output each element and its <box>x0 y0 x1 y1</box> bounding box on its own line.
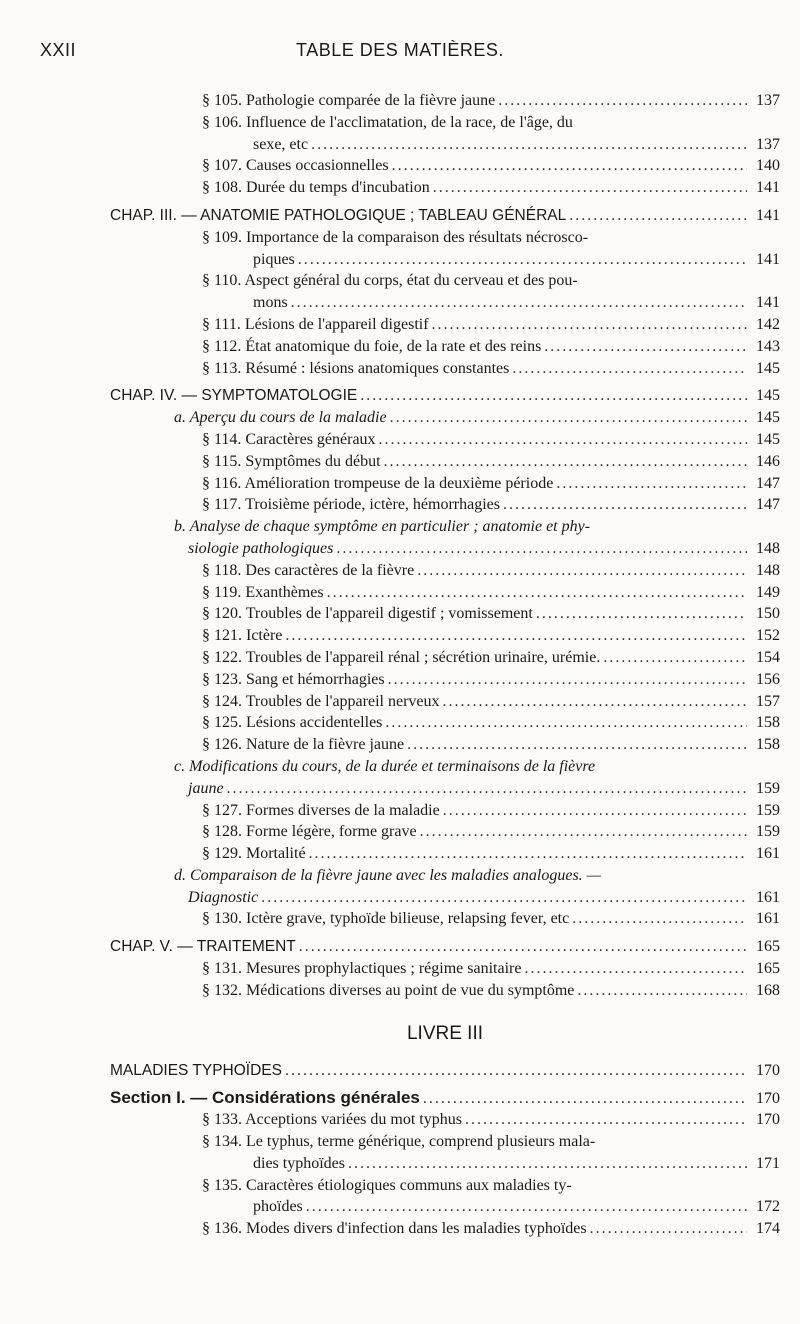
toc-entry-title: § 115. Symptômes du début <box>202 452 381 470</box>
toc-entry-title: § 135. Caractères étiologiques communs aux maladies ty- <box>202 1176 572 1194</box>
toc-entry <box>110 1196 780 1218</box>
toc-entry <box>110 1087 780 1109</box>
dot-leader <box>465 1109 747 1131</box>
toc-entry <box>110 887 780 909</box>
toc-entry-title: § 105. Pathologie comparée de la fièvre jaune <box>202 92 496 109</box>
toc-entry-title: phoïdes <box>253 1198 303 1216</box>
toc-page-number: 148 <box>756 561 780 579</box>
toc-page-number: 172 <box>756 1198 780 1216</box>
toc-entry <box>110 669 780 691</box>
toc-entry <box>110 451 780 473</box>
toc-entry-title: § 130. Ictère grave, typhoïde bilieuse, relapsing fever, etc <box>202 910 570 928</box>
dot-leader <box>577 980 747 1002</box>
toc-entry <box>110 603 780 625</box>
toc-page-number: 161 <box>756 888 780 906</box>
dot-leader <box>388 669 747 691</box>
toc-entry-title: § 120. Troubles de l'appareil digestif ; vomissement <box>202 605 533 623</box>
toc-entry-title: § 128. Forme légère, forme grave <box>202 823 417 841</box>
toc-entry-title: § 118. Des caractères de la fièvre <box>202 561 415 579</box>
toc-entry-title: § 129. Mortalité <box>202 845 306 863</box>
toc-entry <box>110 249 780 271</box>
running-title: TABLE DES MATIÈRES. <box>296 40 504 60</box>
dot-leader <box>443 691 747 713</box>
toc-entry-title: § 123. Sang et hémorrhagies <box>202 670 385 688</box>
dot-leader <box>536 603 747 625</box>
toc-entry <box>110 155 780 177</box>
toc-entry-title: § 113. Résumé : lésions anatomiques constantes <box>202 359 510 377</box>
toc-entry <box>110 134 780 156</box>
toc-entry <box>110 865 780 887</box>
toc-entry-title: § 117. Troisième période, ictère, hémorrhagies <box>202 496 500 514</box>
toc-page-number: 159 <box>756 823 780 841</box>
toc-entry <box>110 734 780 756</box>
toc-page-number: 156 <box>756 670 780 688</box>
toc-entry-title: sexe, etc <box>253 135 309 153</box>
toc-entry-title: § 107. Causes occasionnelles <box>202 157 389 175</box>
toc-entry <box>110 90 780 112</box>
toc-entry <box>110 516 780 538</box>
toc-page-number: 146 <box>756 452 780 470</box>
toc-page-number: 168 <box>756 981 780 999</box>
toc-page-number: 171 <box>756 1154 780 1172</box>
toc-page-number: 147 <box>756 496 780 514</box>
dot-leader <box>432 314 747 336</box>
toc-page-number: 157 <box>756 692 780 710</box>
toc-entry-title: § 119. Exanthèmes <box>202 583 324 601</box>
toc-page-number: 141 <box>756 179 780 197</box>
toc-page-number: 152 <box>756 627 780 645</box>
toc-page-number: 145 <box>756 387 780 405</box>
toc-page-number: 141 <box>756 250 780 268</box>
toc-page-number: 140 <box>756 157 780 175</box>
toc-entry-title: § 111. Lésions de l'appareil digestif <box>202 315 429 333</box>
table-of-contents <box>110 90 780 1240</box>
toc-entry <box>110 205 780 227</box>
toc-entry <box>110 177 780 199</box>
toc-page-number: 150 <box>756 605 780 623</box>
toc-entry <box>110 800 780 822</box>
toc-page-number: 165 <box>756 938 780 956</box>
dot-leader <box>360 385 747 407</box>
toc-entry-title: MALADIES TYPHOÏDES <box>110 1061 282 1079</box>
toc-entry <box>110 270 780 292</box>
toc-page-number: 141 <box>756 294 780 312</box>
dot-leader <box>309 843 747 865</box>
toc-entry <box>110 473 780 495</box>
toc-entry-title: c. Modifications du cours, de la durée et terminaisons de la fièvre <box>174 757 596 775</box>
toc-entry-title: mons <box>253 294 288 312</box>
dot-leader <box>327 582 747 604</box>
toc-entry-title: a. Aperçu du cours de la maladie <box>174 409 387 427</box>
dot-leader <box>306 1196 747 1218</box>
dot-leader <box>298 249 747 271</box>
toc-entry <box>110 292 780 314</box>
dot-leader <box>384 451 747 473</box>
toc-entry <box>110 778 780 800</box>
toc-page-number: 145 <box>756 409 780 427</box>
toc-entry <box>110 1175 780 1197</box>
dot-leader <box>503 494 747 516</box>
toc-page-number: 159 <box>756 779 780 797</box>
dot-leader <box>285 625 747 647</box>
dot-leader <box>261 887 747 909</box>
toc-entry <box>110 358 780 380</box>
toc-entry <box>110 336 780 358</box>
toc-entry-title: § 114. Caractères généraux <box>202 430 376 448</box>
dot-leader <box>498 90 747 112</box>
toc-page-number: 158 <box>756 714 780 732</box>
toc-entry <box>110 958 780 980</box>
toc-page-number: 161 <box>756 910 780 928</box>
toc-page-number: 143 <box>756 337 780 355</box>
toc-page-number: 148 <box>756 539 780 557</box>
toc-page-number: 137 <box>756 92 780 109</box>
toc-entry <box>110 560 780 582</box>
toc-entry-title: piques <box>253 250 295 268</box>
toc-entry-title: § 106. Influence de l'acclimatation, de la race, de l'âge, du <box>202 113 573 131</box>
toc-entry <box>110 936 780 958</box>
running-head <box>40 40 760 70</box>
toc-entry-title: § 126. Nature de la fièvre jaune <box>202 736 405 754</box>
toc-entry-title: § 131. Mesures prophylactiques ; régime sanitaire <box>202 960 522 978</box>
toc-entry <box>110 314 780 336</box>
dot-leader <box>336 538 747 560</box>
dot-leader <box>299 936 747 958</box>
toc-entry-title: § 112. État anatomique du foie, de la rate et des reins <box>202 337 542 355</box>
toc-entry-title: CHAP. V. — TRAITEMENT <box>110 938 296 956</box>
toc-entry <box>110 1131 780 1153</box>
toc-page-number: 145 <box>756 359 780 377</box>
toc-page-number: 147 <box>756 474 780 492</box>
dot-leader <box>311 134 747 156</box>
toc-page-number: 170 <box>756 1111 780 1129</box>
toc-entry-title: Diagnostic <box>188 888 259 906</box>
toc-page-number: 165 <box>756 960 780 978</box>
toc-entry <box>110 756 780 778</box>
toc-page-number: 142 <box>756 315 780 333</box>
toc-entry-title: jaune <box>188 779 224 797</box>
toc-entry <box>110 843 780 865</box>
toc-entry <box>110 908 780 930</box>
toc-page-number: 149 <box>756 583 780 601</box>
dot-leader <box>556 473 747 495</box>
toc-page-number: 145 <box>756 430 780 448</box>
toc-entry-title: CHAP. III. — ANATOMIE PATHOLOGIQUE ; TABLEAU GÉNÉRAL <box>110 206 567 224</box>
toc-entry <box>110 582 780 604</box>
dot-leader <box>291 292 747 314</box>
dot-leader <box>603 647 747 669</box>
dot-leader <box>572 908 747 930</box>
toc-entry <box>110 1060 780 1082</box>
book-title: LIVRE III <box>406 1022 484 1044</box>
toc-entry <box>110 625 780 647</box>
toc-entry-title: CHAP. IV. — SYMPTOMATOLOGIE <box>110 387 358 405</box>
toc-entry-title: § 122. Troubles de l'appareil rénal ; sécrétion urinaire, urémie. <box>202 648 601 666</box>
toc-entry <box>110 538 780 560</box>
toc-entry <box>110 1218 780 1240</box>
toc-entry-title: § 134. Le typhus, terme générique, comprend plusieurs mala- <box>202 1133 596 1151</box>
dot-leader <box>524 958 747 980</box>
toc-page-number: 154 <box>756 648 780 666</box>
toc-page-number: 158 <box>756 736 780 754</box>
toc-entry-title: dies typhoïdes <box>253 1154 345 1172</box>
toc-entry-title: § 124. Troubles de l'appareil nerveux <box>202 692 440 710</box>
toc-page-number: 141 <box>756 206 780 224</box>
toc-entry <box>110 691 780 713</box>
toc-entry <box>110 712 780 734</box>
toc-entry <box>110 1109 780 1131</box>
toc-entry <box>110 407 780 429</box>
dot-leader <box>443 800 747 822</box>
toc-entry-title: Section I. — Considérations générales <box>110 1088 420 1108</box>
toc-entry-title: § 133. Acceptions variées du mot typhus <box>202 1111 462 1129</box>
toc-entry-title: § 116. Amélioration trompeuse de la deuxième période <box>202 474 554 492</box>
dot-leader <box>423 1088 747 1110</box>
dot-leader <box>390 407 747 429</box>
dot-leader <box>569 205 747 227</box>
toc-page-number: 159 <box>756 801 780 819</box>
toc-entry-title: § 125. Lésions accidentelles <box>202 714 383 732</box>
toc-page-number: 161 <box>756 845 780 863</box>
dot-leader <box>285 1060 747 1082</box>
dot-leader <box>433 177 747 199</box>
toc-entry <box>110 227 780 249</box>
dot-leader <box>590 1218 747 1240</box>
dot-leader <box>348 1153 747 1175</box>
toc-entry <box>110 1153 780 1175</box>
dot-leader <box>227 778 747 800</box>
toc-entry-title: § 121. Ictère <box>202 627 283 645</box>
toc-entry <box>110 647 780 669</box>
toc-entry-title: d. Comparaison de la fièvre jaune avec les maladies analogues. — <box>174 866 601 884</box>
dot-leader <box>407 734 747 756</box>
dot-leader <box>385 712 747 734</box>
toc-page-number: 170 <box>756 1061 780 1079</box>
toc-entry-title: siologie pathologiques <box>188 539 334 557</box>
toc-entry-title: § 109. Importance de la comparaison des résultats nécrosco- <box>202 228 589 246</box>
dot-leader <box>512 358 747 380</box>
toc-entry-title: b. Analyse de chaque symptôme en particulier ; anatomie et phy- <box>174 518 591 536</box>
toc-entry <box>110 112 780 134</box>
toc-entry-title: § 136. Modes divers d'infection dans les maladies typhoïdes <box>202 1220 587 1238</box>
page-number-roman: XXII <box>40 40 77 60</box>
dot-leader <box>392 155 747 177</box>
toc-entry-title: § 110. Aspect général du corps, état du cerveau et des pou- <box>202 272 578 290</box>
toc-entry <box>110 980 780 1002</box>
toc-entry-title: § 127. Formes diverses de la maladie <box>202 801 440 819</box>
dot-leader <box>544 336 747 358</box>
toc-entry-title: § 108. Durée du temps d'incubation <box>202 179 430 197</box>
toc-page-number: 137 <box>756 135 780 153</box>
toc-entry-title: § 132. Médications diverses au point de vue du symptôme <box>202 981 575 999</box>
toc-page-number: 170 <box>756 1090 780 1108</box>
dot-leader <box>417 560 747 582</box>
dot-leader <box>379 429 747 451</box>
toc-entry <box>110 494 780 516</box>
toc-entry <box>110 821 780 843</box>
toc-page-number: 174 <box>756 1220 780 1238</box>
dot-leader <box>420 821 747 843</box>
toc-entry <box>110 429 780 451</box>
toc-entry <box>110 385 780 407</box>
